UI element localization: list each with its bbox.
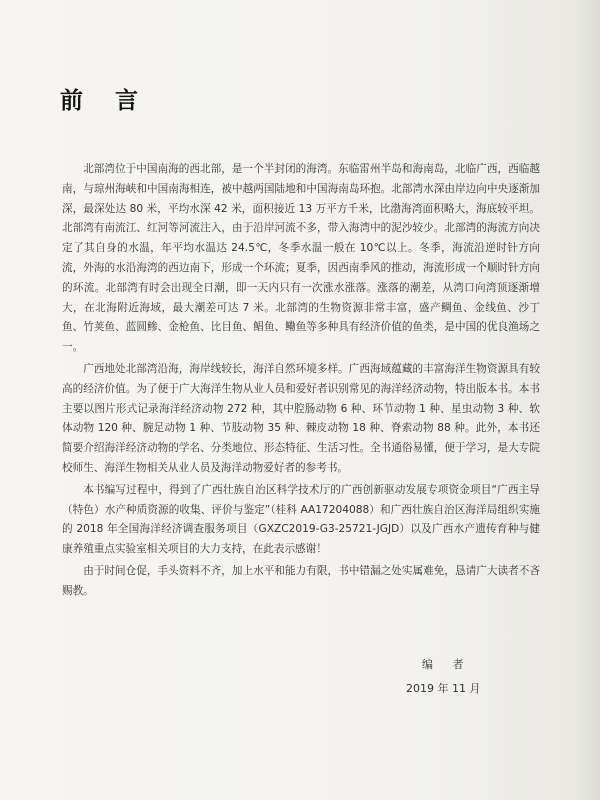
preface-paragraph-4: 由于时间仓促，手头资料不齐，加上水平和能力有限，书中错漏之处实属难免，恳请广大读者不吝赐教。 (62, 564, 540, 597)
preface-paragraph-2: 广西地处北部湾沿海，海岸线较长，海洋自然环境多样。广西海域蕴藏的丰富海洋生物资源具有较高的经济价值。为了便于广大海洋生物从业人员和爱好者识别常见的海洋经济动物，特出版本书。本书主要以图片形式记录海洋经济动物 272 种，其中腔肠动物 6 种、环节动物 1 种、星虫动物 3 种、软体动物 120 种、腕足动物 1 种、节肢动物 35 种、棘皮动物 18 种、脊索动物 88 种。此外，本书还简要介绍海洋经济动物的学名、分类地位、形态特征、生活习性。全书通俗易懂，便于学习，是大专院校师生、海洋生物相关从业人员及海洋动物爱好者的参考书。 (62, 362, 540, 474)
preface-body (62, 160, 540, 602)
author-signature: 编 者 (422, 658, 472, 671)
page-title: 前 言 (60, 87, 151, 114)
preface-paragraph-3: 本书编写过程中，得到了广西壮族自治区科学技术厅的广西创新驱动发展专项资金项目“广西主导（特色）水产种质资源的收集、评价与鉴定”（桂科 AA17204088）和广西壮族自治区海洋局组织实施的 2018 年全国海洋经济调查服务项目（GXZC2019-G3-25721-JGJD）以及广西水产遗传育种与健康养殖重点实验室相关项目的大力支持，在此表示感谢！ (62, 483, 540, 556)
preface-date: 2019 年 11 月 (406, 682, 481, 695)
preface-paragraph-1: 北部湾位于中国南海的西北部，是一个半封闭的海湾。东临雷州半岛和海南岛，北临广西，西临越南，与琼州海峡和中国南海相连，被中越两国陆地和中国海南岛环抱。北部湾水深由岸边向中央逐渐加深，最深处达 80 米，平均水深 42 米，面积接近 13 万平方千米，比渤海湾面积略大，海底较平坦。北部湾有南流江、红河等河流注入，由于沿岸河流不多，带入海湾中的泥沙较少。北部湾的海流方向决定了其自身的水温，年平均水温达 24.5℃，冬季水温一般在 10℃以上。冬季，海流沿逆时针方向流，外海的水沿海湾的西边南下，形成一个环流；夏季，因西南季风的推动，海流形成一个顺时针方向的环流。北部湾有时会出现全日潮，即一天内只有一次涨水涨落。涨落的潮差，从湾口向湾顶逐渐增大，在北海附近海域，最大潮差可达 7 米。北部湾的生物资源非常丰富，盛产鲷鱼、金线鱼、沙丁鱼、竹荚鱼、蓝圆鲹、金枪鱼、比目鱼、鲳鱼、鳓鱼等多种具有经济价值的鱼类，是中国的优良渔场之一。 (62, 163, 540, 354)
